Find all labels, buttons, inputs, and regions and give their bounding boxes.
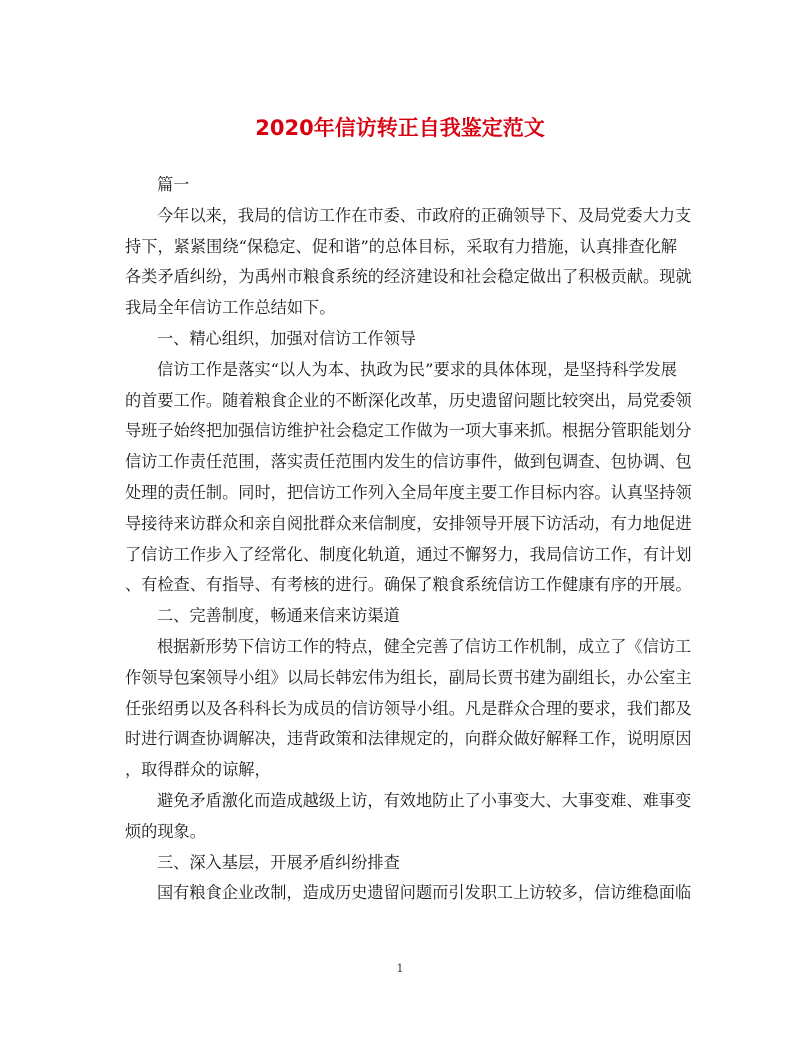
text-line: 篇一 xyxy=(157,175,190,194)
document-title: 2020年信访转正自我鉴定范文 xyxy=(255,116,545,140)
document-body xyxy=(125,170,692,909)
text-line: 持下，紧紧围绕“保稳定、促和谐”的总体目标，采取有力措施，认真排查化解 xyxy=(125,236,677,256)
text-line: 信访工作是落实“以人为本、执政为民”要求的具体体现，是坚持科学发展 xyxy=(157,359,677,379)
text-line: 信访工作责任范围，落实责任范围内发生的信访事件，做到包调查、包协调、包 xyxy=(125,452,692,472)
text-line: 处理的责任制。同时，把信访工作列入全局年度主要工作目标内容。认真坚持领 xyxy=(125,482,692,502)
text-line: 作领导包案领导小组》以局长韩宏伟为组长，副局长贾书建为副组长，办公室主 xyxy=(125,667,692,687)
text-line: 时进行调查协调解决，违背政策和法律规定的，向群众做好解释工作，说明原因 xyxy=(125,729,692,749)
text-line: 导班子始终把加强信访维护社会稳定工作做为一项大事来抓。根据分管职能划分 xyxy=(125,421,692,441)
text-line: 二、完善制度，畅通来信来访渠道 xyxy=(157,606,400,626)
text-line: 避免矛盾激化而造成越级上访，有效地防止了小事变大、大事变难、难事变 xyxy=(157,790,692,810)
text-line: 任张绍勇以及各科科长为成员的信访领导小组。凡是群众合理的要求，我们都及 xyxy=(125,698,692,718)
text-line: 三、深入基层，开展矛盾纠纷排查 xyxy=(157,852,400,872)
text-line: 各类矛盾纠纷，为禹州市粮食系统的经济建设和社会稳定做出了积极贡献。现就 xyxy=(125,267,692,287)
text-line: 今年以来，我局的信访工作在市委、市政府的正确领导下、及局党委大力支 xyxy=(157,205,692,225)
text-line: 了信访工作步入了经常化、制度化轨道，通过不懈努力，我局信访工作，有计划 xyxy=(125,544,692,564)
text-line: 国有粮食企业改制，造成历史遗留问题而引发职工上访较多，信访维稳面临 xyxy=(157,883,692,903)
text-line: 我局全年信访工作总结如下。 xyxy=(125,298,336,318)
text-line: 、有检查、有指导、有考核的进行。确保了粮食系统信访工作健康有序的开展。 xyxy=(125,575,692,595)
text-line: 一、精心组织，加强对信访工作领导 xyxy=(157,328,416,348)
text-line: 导接待来访群众和亲自阅批群众来信制度，安排领导开展下访活动，有力地促进 xyxy=(125,513,692,533)
text-line: 的首要工作。随着粮食企业的不断深化改革，历史遗留问题比较突出，局党委领 xyxy=(125,390,692,410)
page-number: 1 xyxy=(396,962,404,975)
text-line: 根据新形势下信访工作的特点，健全完善了信访工作机制，成立了《信访工 xyxy=(157,636,692,656)
text-line: ，取得群众的谅解， xyxy=(125,760,271,780)
text-line: 烦的现象。 xyxy=(125,821,206,841)
